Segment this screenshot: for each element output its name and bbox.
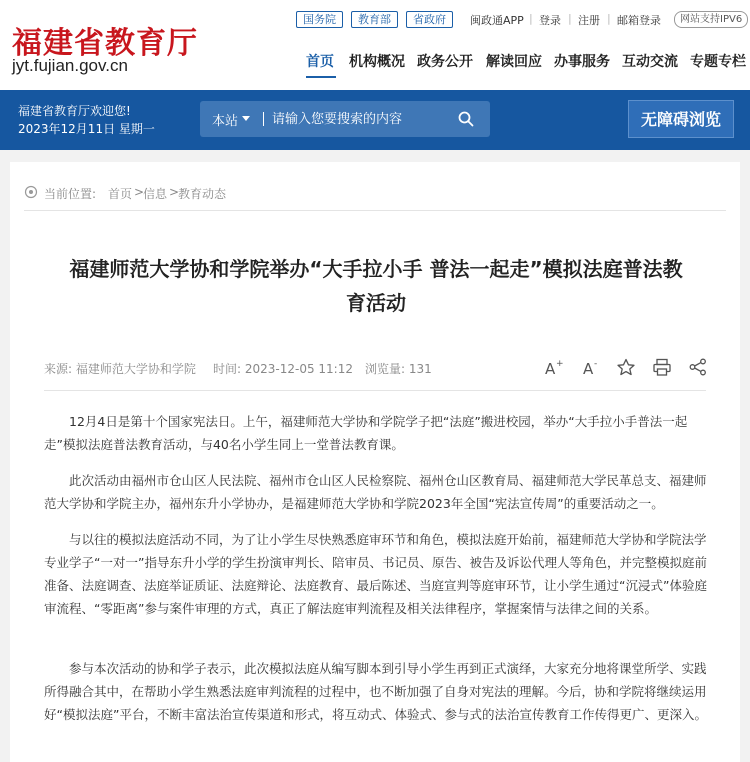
search-input[interactable] bbox=[272, 107, 442, 131]
font-increase-icon[interactable] bbox=[544, 358, 564, 380]
welcome-text bbox=[18, 102, 155, 138]
article-paragraph: 与以往的模拟法庭活动不同，为了让小学生尽快熟悉庭审环节和角色，模拟法庭开始前，福建师范大学协和学院法学专业学子“一对一”指导东升小学的学生扮演审判长、陪审员、书记员、原告、被告及诉讼代理人等角色，并完整模拟庭前准备、法庭调查、法庭举证质证、法庭辩论、法庭教育、最后陈述、当庭宣判等庭审环节，让小学生通过“沉浸式”体验庭审流程、“零距离”参与案件审理的方式，真正了解法庭审判流程及相关法律程序，掌握案情与法律之间的关系。 bbox=[44, 532, 707, 616]
site-header bbox=[0, 0, 750, 90]
breadcrumb-label: 当前位置: bbox=[44, 187, 97, 201]
favorite-star-icon[interactable] bbox=[616, 358, 636, 380]
link-mzt-app[interactable]: 闽政通APP bbox=[470, 14, 524, 27]
chevron-down-icon bbox=[242, 116, 250, 121]
svg-text:+: + bbox=[556, 359, 564, 369]
accessibility-button[interactable]: 无障碍浏览 bbox=[628, 100, 734, 138]
article-views: 浏览量: 131 bbox=[365, 362, 432, 376]
link-state-council[interactable]: 国务院 bbox=[296, 11, 343, 28]
search-scope-select[interactable]: 本站 bbox=[212, 114, 239, 129]
divider bbox=[44, 390, 706, 391]
print-icon[interactable] bbox=[652, 358, 672, 380]
breadcrumb-info[interactable]: 信息 bbox=[143, 187, 168, 201]
site-logo[interactable]: 福建省教育厅 bbox=[12, 26, 198, 61]
link-ministry-education[interactable]: 教育部 bbox=[351, 11, 398, 28]
svg-text:-: - bbox=[594, 359, 598, 369]
svg-text:A: A bbox=[545, 360, 556, 376]
article-time: 时间: 2023-12-05 11:12 bbox=[213, 362, 353, 376]
article-title-line2: 育活动 bbox=[346, 291, 406, 315]
nav-gov-affairs[interactable]: 政务公开 bbox=[417, 54, 473, 70]
divider: | bbox=[568, 12, 572, 25]
article-paragraph: 12月4日是第十个国家宪法日。上午，福建师范大学协和学院学子把“法庭”搬进校园，举办“大手拉小手普法一起走”模拟法庭普法教育活动，与40名小学生同上一堂普法教育课。 bbox=[44, 414, 688, 452]
welcome-message: 福建省教育厅欢迎您! bbox=[18, 104, 131, 118]
site-domain: jyt.fujian.gov.cn bbox=[12, 56, 128, 75]
search-box bbox=[200, 101, 490, 137]
nav-services[interactable]: 办事服务 bbox=[554, 54, 610, 70]
nav-home[interactable]: 首页 bbox=[306, 54, 334, 70]
divider: | bbox=[607, 12, 611, 25]
nav-active-indicator bbox=[306, 76, 336, 78]
divider bbox=[24, 210, 726, 211]
breadcrumb-separator: > bbox=[169, 185, 180, 199]
welcome-bar bbox=[0, 90, 750, 150]
article-title-line1: 福建师范大学协和学院举办“大手拉小手 普法一起走”模拟法庭普法教 bbox=[69, 257, 683, 281]
font-decrease-icon[interactable] bbox=[582, 358, 602, 380]
breadcrumb-separator: > bbox=[134, 185, 145, 199]
current-date: 2023年12月11日 星期一 bbox=[18, 122, 155, 136]
nav-interpretation[interactable]: 解读回应 bbox=[486, 54, 542, 70]
article-panel bbox=[10, 162, 740, 762]
login-link[interactable]: 登录 bbox=[539, 14, 561, 27]
register-link[interactable]: 注册 bbox=[578, 14, 600, 27]
share-icon[interactable] bbox=[688, 358, 708, 380]
nav-interaction[interactable]: 互动交流 bbox=[622, 54, 678, 70]
divider bbox=[263, 112, 264, 126]
breadcrumb-edu-news[interactable]: 教育动态 bbox=[178, 187, 227, 201]
article-paragraph: 此次活动由福州市仓山区人民法院、福州市仓山区人民检察院、福州仓山区教育局、福建师范大学民革总支、福建师范大学协和学院主办，福州东升小学协办，是福建师范大学协和学院2023年全国“宪法宣传周”的重要活动之一。 bbox=[44, 473, 707, 511]
location-pin-icon bbox=[24, 184, 38, 203]
ipv6-badge: 网站支持IPV6 bbox=[674, 11, 748, 28]
link-provincial-gov[interactable]: 省政府 bbox=[406, 11, 453, 28]
article-paragraph: 参与本次活动的协和学子表示，此次模拟法庭从编写脚本到引导小学生再到正式演绎，大家充分地将课堂所学、实践所得融合其中，在帮助小学生熟悉法庭审判流程的过程中，也不断加强了自身对宪法的理解。今后，协和学院将继续运用好“模拟法庭”平台，不断丰富法治宣传渠道和形式，将互动式、体验式、参与式的法治宣传教育工作传得更广、更深入。 bbox=[44, 661, 707, 722]
article-source: 来源: 福建师范大学协和学院 bbox=[44, 362, 196, 376]
nav-organization[interactable]: 机构概况 bbox=[349, 54, 405, 70]
article-title bbox=[46, 252, 706, 320]
svg-text:A: A bbox=[583, 360, 594, 376]
divider: | bbox=[529, 12, 533, 25]
mail-login-link[interactable]: 邮箱登录 bbox=[617, 14, 661, 27]
nav-topics[interactable]: 专题专栏 bbox=[690, 54, 746, 70]
breadcrumb-home[interactable]: 首页 bbox=[108, 187, 133, 201]
search-icon[interactable] bbox=[458, 111, 474, 131]
